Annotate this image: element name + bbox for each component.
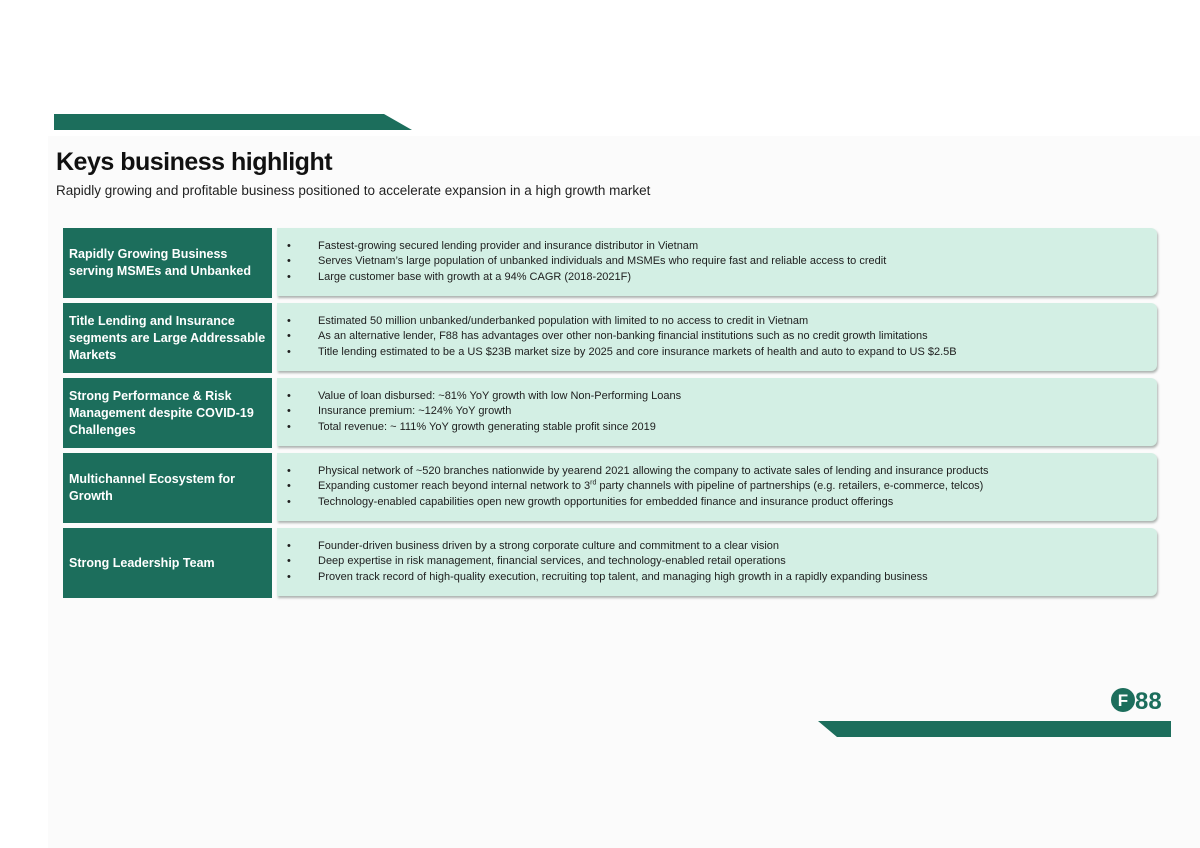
bullet-icon: • — [287, 495, 291, 508]
bullet-icon: • — [287, 555, 291, 568]
f88-logo-letter: F — [1117, 691, 1129, 710]
bullet-text: Proven track record of high-quality execution, recruiting top talent, and managing high growth in a rapidly expanding business — [318, 570, 928, 583]
bullet-text: Insurance premium: ~124% YoY growth — [318, 405, 512, 418]
bullet-item — [287, 570, 1157, 586]
f88-logo-digits: 88 — [1135, 688, 1162, 714]
bullet-item — [287, 495, 1157, 511]
highlight-content-box — [277, 303, 1157, 371]
bullet-text: Estimated 50 million unbanked/underbanked population with limited to no access to credit in Vietnam — [318, 314, 809, 327]
bullet-text: Physical network of ~520 branches nationwide by yearend 2021 allowing the company to activate sales of lending and insurance products — [318, 464, 989, 477]
top-accent-bar — [54, 114, 412, 130]
bullet-text: Deep expertise in risk management, financial services, and technology-enabled retail operations — [318, 555, 786, 568]
highlight-content-box — [277, 228, 1157, 296]
bullet-icon: • — [287, 570, 291, 583]
bullet-item — [287, 404, 1157, 420]
page-subtitle: Rapidly growing and profitable business positioned to accelerate expansion in a high growth market — [56, 183, 651, 198]
bullet-item — [287, 329, 1157, 345]
highlight-label: Strong Performance & Risk Management despite COVID-19 Challenges — [69, 388, 254, 437]
ordinal-superscript: rd — [590, 479, 597, 487]
highlight-content-box — [277, 453, 1157, 521]
bullet-item — [287, 554, 1157, 570]
highlight-row — [63, 453, 1157, 523]
highlight-row — [63, 303, 1157, 373]
bullet-item — [287, 539, 1157, 555]
bullet-item — [287, 464, 1157, 480]
bullet-icon: • — [287, 239, 291, 252]
highlight-label-box — [63, 303, 272, 373]
bullet-icon: • — [287, 420, 291, 433]
f88-logo — [1110, 686, 1174, 714]
bullet-icon: • — [287, 480, 291, 493]
page-title: Keys business highlight — [56, 148, 333, 176]
highlight-row — [63, 378, 1157, 448]
bullet-text-part: party channels with pipeline of partnerships (e.g. retailers, e-commerce, telcos) — [596, 480, 984, 493]
bullet-text: Total revenue: ~ 111% YoY growth generating stable profit since 2019 — [318, 420, 656, 433]
bullet-item — [287, 239, 1157, 255]
highlight-label-box — [63, 453, 272, 523]
bullet-icon: • — [287, 539, 291, 552]
bullet-icon: • — [287, 314, 291, 327]
highlight-content-box — [277, 528, 1157, 596]
highlight-label: Strong Leadership Team — [69, 555, 215, 570]
bullet-item — [287, 345, 1157, 361]
bullet-text: Large customer base with growth at a 94% CAGR (2018-2021F) — [318, 270, 632, 283]
highlight-label: Rapidly Growing Business serving MSMEs and Unbanked — [69, 247, 251, 278]
bullet-item — [287, 479, 1157, 495]
highlight-label-box — [63, 228, 272, 298]
bullet-icon: • — [287, 345, 291, 358]
highlight-label: Title Lending and Insurance segments are Large Addressable Markets — [69, 313, 266, 362]
highlight-row — [63, 528, 1157, 598]
bullet-text: Technology-enabled capabilities open new growth opportunities for embedded finance and insurance product offerings — [318, 495, 894, 508]
bullet-text: Founder-driven business driven by a strong corporate culture and commitment to a clear vision — [318, 539, 780, 552]
bullet-item — [287, 314, 1157, 330]
bullet-icon: • — [287, 270, 291, 283]
bullet-item — [287, 420, 1157, 436]
bullet-text: Title lending estimated to be a US $23B market size by 2025 and core insurance markets of health and auto to expand to US $2.5B — [318, 345, 957, 358]
bullet-text: Serves Vietnam’s large population of unbanked individuals and MSMEs who require fast and reliable access to credit — [318, 255, 887, 268]
bullet-icon: • — [287, 330, 291, 343]
highlight-label-box — [63, 528, 272, 598]
bullet-text: Fastest-growing secured lending provider and insurance distributor in Vietnam — [318, 239, 699, 252]
bullet-icon: • — [287, 389, 291, 402]
highlight-row — [63, 228, 1157, 298]
highlight-content-box — [277, 378, 1157, 446]
bullet-text: As an alternative lender, F88 has advantages over other non-banking financial institutions such as no credit growth limitations — [318, 330, 928, 343]
bullet-icon: • — [287, 255, 291, 268]
bullet-text — [318, 479, 983, 495]
bullet-text: Value of loan disbursed: ~81% YoY growth with low Non-Performing Loans — [318, 389, 682, 402]
highlight-label: Multichannel Ecosystem for Growth — [69, 472, 236, 503]
highlights-table — [63, 228, 1157, 603]
bottom-accent-bar — [818, 721, 1171, 737]
bullet-text-part: Expanding customer reach beyond internal network to 3 — [318, 480, 591, 493]
bullet-icon: • — [287, 464, 291, 477]
bullet-item — [287, 254, 1157, 270]
bullet-icon: • — [287, 405, 291, 418]
bullet-item — [287, 389, 1157, 405]
bullet-item — [287, 270, 1157, 286]
highlight-label-box — [63, 378, 272, 448]
